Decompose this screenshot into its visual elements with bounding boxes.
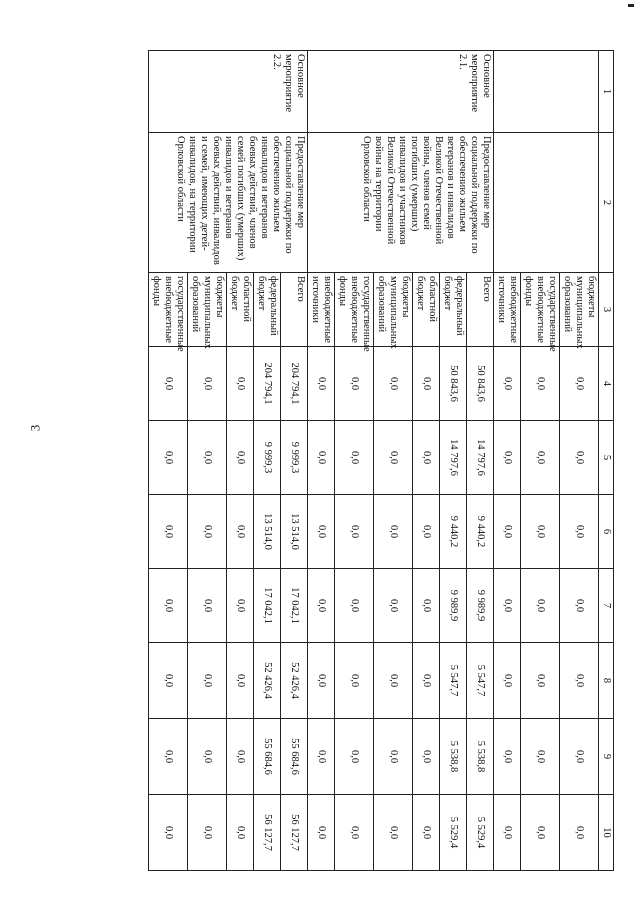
amount-cell: 14 797,6	[467, 421, 494, 495]
activity-description-cell	[494, 133, 599, 273]
amount-cell: 0,0	[149, 719, 188, 795]
funding-source-cell: областной бюджет	[227, 273, 254, 347]
amount-cell: 5 538,8	[440, 719, 467, 795]
table-row	[281, 51, 308, 871]
amount-cell: 0,0	[560, 719, 599, 795]
amount-cell: 204 794,1	[281, 347, 308, 421]
column-number: 8	[599, 643, 614, 719]
amount-cell: 0,0	[521, 495, 560, 569]
amount-cell: 0,0	[188, 569, 227, 643]
table-row	[560, 51, 599, 871]
amount-cell: 17 042,1	[281, 569, 308, 643]
amount-cell: 5 538,8	[467, 719, 494, 795]
amount-cell: 0,0	[560, 643, 599, 719]
page-number: 3	[27, 424, 43, 432]
activity-code-cell	[494, 51, 599, 133]
amount-cell: 0,0	[188, 643, 227, 719]
amount-cell: 9 440,2	[467, 495, 494, 569]
amount-cell: 5 547,7	[440, 643, 467, 719]
amount-cell: 0,0	[335, 347, 374, 421]
amount-cell: 56 127,7	[254, 795, 281, 871]
amount-cell: 0,0	[494, 569, 521, 643]
funding-source-cell: федеральный бюджет	[254, 273, 281, 347]
amount-cell: 0,0	[149, 643, 188, 719]
amount-cell: 0,0	[374, 643, 413, 719]
column-number: 6	[599, 495, 614, 569]
activity-code-cell: Основное мероприятие 2.2.	[149, 51, 308, 133]
column-number: 10	[599, 795, 614, 871]
amount-cell: 0,0	[335, 421, 374, 495]
amount-cell: 0,0	[335, 495, 374, 569]
amount-cell: 0,0	[521, 569, 560, 643]
funding-source-cell: бюджеты муниципальных образований	[560, 273, 599, 347]
amount-cell: 0,0	[374, 795, 413, 871]
amount-cell: 0,0	[521, 347, 560, 421]
amount-cell: 9 989,9	[467, 569, 494, 643]
funding-source-cell: внебюджетные источники	[308, 273, 335, 347]
amount-cell: 0,0	[308, 347, 335, 421]
amount-cell: 0,0	[494, 643, 521, 719]
amount-cell: 56 127,7	[281, 795, 308, 871]
funding-source-cell: Всего	[281, 273, 308, 347]
amount-cell: 0,0	[227, 569, 254, 643]
amount-cell: 0,0	[374, 719, 413, 795]
amount-cell: 0,0	[413, 569, 440, 643]
column-number: 2	[599, 133, 614, 273]
amount-cell: 0,0	[308, 495, 335, 569]
amount-cell: 13 514,0	[281, 495, 308, 569]
amount-cell: 0,0	[188, 421, 227, 495]
amount-cell: 0,0	[413, 421, 440, 495]
amount-cell: 0,0	[374, 347, 413, 421]
amount-cell: 0,0	[413, 795, 440, 871]
funding-source-cell: государственные внебюджетные фонды	[149, 273, 188, 347]
amount-cell: 0,0	[521, 643, 560, 719]
amount-cell: 204 794,1	[254, 347, 281, 421]
funding-source-cell: бюджеты муниципальных образований	[188, 273, 227, 347]
amount-cell: 0,0	[188, 495, 227, 569]
amount-cell: 0,0	[494, 795, 521, 871]
amount-cell: 0,0	[494, 421, 521, 495]
funding-source-cell: федеральный бюджет	[440, 273, 467, 347]
amount-cell: 0,0	[308, 719, 335, 795]
amount-cell: 52 426,4	[254, 643, 281, 719]
funding-source-cell: бюджеты муниципальных образований	[374, 273, 413, 347]
activity-description-cell: Предоставление мер социальной поддержки по обеспечению жильем инвалидов и ветеранов боевых действий, членов семей погибших (умерших) инвалидов и ветеранов боевых действий, инвалидов и семей, имеющих детей-инвалидов, на территории Орловской области	[149, 133, 308, 273]
column-number: 4	[599, 347, 614, 421]
corner-mark	[628, 4, 634, 7]
amount-cell: 0,0	[374, 495, 413, 569]
amount-cell: 0,0	[188, 795, 227, 871]
amount-cell: 5 547,7	[467, 643, 494, 719]
amount-cell: 0,0	[227, 795, 254, 871]
amount-cell: 0,0	[521, 719, 560, 795]
amount-cell: 0,0	[149, 421, 188, 495]
amount-cell: 0,0	[494, 347, 521, 421]
amount-cell: 0,0	[188, 719, 227, 795]
amount-cell: 50 843,6	[440, 347, 467, 421]
amount-cell: 9 440,2	[440, 495, 467, 569]
amount-cell: 9 999,3	[254, 421, 281, 495]
amount-cell: 14 797,6	[440, 421, 467, 495]
amount-cell: 0,0	[335, 569, 374, 643]
funding-table-body	[149, 51, 614, 871]
amount-cell: 55 684,6	[281, 719, 308, 795]
amount-cell: 0,0	[560, 495, 599, 569]
column-number: 3	[599, 273, 614, 347]
activity-code-cell: Основное мероприятие 2.1.	[308, 51, 494, 133]
amount-cell: 0,0	[521, 795, 560, 871]
funding-table	[148, 50, 614, 871]
amount-cell: 52 426,4	[281, 643, 308, 719]
amount-cell: 0,0	[560, 795, 599, 871]
amount-cell: 0,0	[413, 719, 440, 795]
amount-cell: 13 514,0	[254, 495, 281, 569]
amount-cell: 0,0	[308, 795, 335, 871]
funding-source-cell: государственные внебюджетные фонды	[335, 273, 374, 347]
amount-cell: 17 042,1	[254, 569, 281, 643]
amount-cell: 0,0	[413, 643, 440, 719]
amount-cell: 5 529,4	[467, 795, 494, 871]
amount-cell: 0,0	[227, 719, 254, 795]
amount-cell: 0,0	[560, 347, 599, 421]
amount-cell: 9 989,9	[440, 569, 467, 643]
column-number: 5	[599, 421, 614, 495]
amount-cell: 0,0	[308, 421, 335, 495]
amount-cell: 0,0	[374, 421, 413, 495]
column-number-row	[599, 51, 614, 871]
amount-cell: 0,0	[308, 569, 335, 643]
amount-cell: 0,0	[335, 719, 374, 795]
amount-cell: 5 529,4	[440, 795, 467, 871]
table-row	[467, 51, 494, 871]
column-number: 9	[599, 719, 614, 795]
amount-cell: 0,0	[308, 643, 335, 719]
amount-cell: 0,0	[335, 643, 374, 719]
amount-cell: 0,0	[227, 347, 254, 421]
column-number: 1	[599, 51, 614, 133]
column-number: 7	[599, 569, 614, 643]
funding-source-cell: государственные внебюджетные фонды	[521, 273, 560, 347]
amount-cell: 0,0	[335, 795, 374, 871]
activity-description-cell: Предоставление мер социальной поддержки по обеспечению жильем ветеранов и инвалидов Великой Отечественной войны, членов семей погибших (умерших) инвалидов и участников Великой Отечественной войны на территории Орловской области	[308, 133, 494, 273]
amount-cell: 0,0	[227, 495, 254, 569]
amount-cell: 0,0	[149, 795, 188, 871]
amount-cell: 50 843,6	[467, 347, 494, 421]
amount-cell: 0,0	[494, 495, 521, 569]
amount-cell: 0,0	[227, 643, 254, 719]
amount-cell: 0,0	[227, 421, 254, 495]
amount-cell: 0,0	[560, 421, 599, 495]
amount-cell: 0,0	[494, 719, 521, 795]
amount-cell: 0,0	[413, 347, 440, 421]
amount-cell: 0,0	[149, 495, 188, 569]
amount-cell: 9 999,3	[281, 421, 308, 495]
funding-source-cell: областной бюджет	[413, 273, 440, 347]
rotated-table-container	[94, 50, 614, 870]
funding-source-cell: Всего	[467, 273, 494, 347]
amount-cell: 0,0	[521, 421, 560, 495]
amount-cell: 0,0	[413, 495, 440, 569]
amount-cell: 0,0	[560, 569, 599, 643]
amount-cell: 0,0	[149, 569, 188, 643]
amount-cell: 0,0	[149, 347, 188, 421]
amount-cell: 0,0	[188, 347, 227, 421]
amount-cell: 55 684,6	[254, 719, 281, 795]
amount-cell: 0,0	[374, 569, 413, 643]
funding-source-cell: внебюджетные источники	[494, 273, 521, 347]
